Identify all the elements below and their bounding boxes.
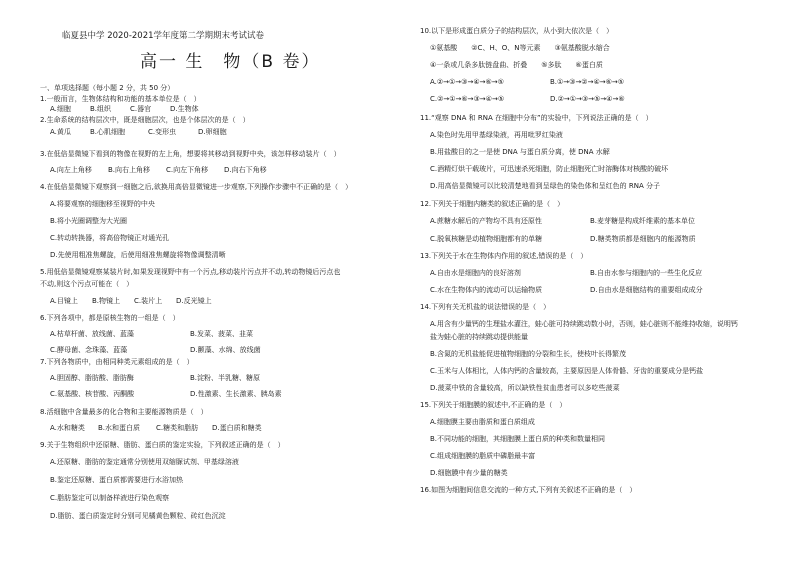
q10-items-2: ④一条或几条多肽链盘曲、折叠 ⑤多肽 ⑥蛋白质 — [430, 61, 603, 69]
q12-stem: 12.下列关于细胞内糖类的叙述正确的是（ ） — [420, 200, 565, 208]
q2-option: B.心肌细胞 — [90, 128, 126, 136]
q14-option-a: A.用含有少量钙的生理盐水灌注，蛙心脏可持续跳动数小时，否则，蛙心脏则不能维持收缩，说明钙 — [430, 320, 738, 328]
q12-options-row1 — [430, 217, 695, 226]
q10-options-row1 — [430, 78, 624, 87]
q10-options-row2 — [430, 95, 625, 104]
q2-option: D.卵细胞 — [198, 128, 227, 136]
school-title: 临夏县中学 2020-2021学年度第二学期期末考试试卷 — [62, 31, 265, 41]
q10-option: A.②→①→③→④→⑥→⑤ — [430, 78, 504, 86]
q7-option: D.性激素、生长激素、胰岛素 — [190, 390, 282, 398]
q12-options-row2 — [430, 235, 696, 244]
q4-stem: 4.在低倍显微镜下观察到一细胞之后,欲换用高倍显微镜进一步观察,下列操作步骤中不正确的是（ ） — [40, 183, 353, 191]
q2-option: C.变形虫 — [148, 128, 177, 136]
q12-option: B.麦芽糖是构成纤维素的基本单位 — [590, 217, 696, 225]
q5-option: B.物镜上 — [92, 297, 121, 305]
q3-option: B.向右上角移 — [108, 166, 151, 174]
q7-options-row1 — [50, 374, 260, 383]
q7-option: A.胆固醇、脂肪酸、脂肪酶 — [50, 374, 134, 382]
q1-stem: 1.一般而言，生物体结构和功能的基本单位是（ ） — [40, 95, 201, 103]
q13-options-row2 — [430, 286, 703, 295]
q8-options — [50, 424, 262, 433]
q8-option: A.水和糖类 — [50, 424, 85, 432]
q4-option-c: C.转动转换器，将高倍物镜正对通光孔 — [50, 234, 170, 242]
q10-option: C.②→①→⑥→③→④→⑤ — [430, 95, 505, 103]
q3-stem: 3.在低倍显微镜下看到的物像在视野的左上角，想要将其移动到视野中央，该怎样移动装片（ ） — [40, 150, 341, 158]
q6-options-row1 — [50, 330, 253, 339]
q9-option-b: B.鉴定还原糖、蛋白质都需要进行水浴加热 — [50, 476, 184, 484]
q5-option: D.反光镜上 — [176, 297, 212, 305]
q12-option: A.蔗糖水解后的产物均不具有还原性 — [430, 217, 542, 225]
q13-option: B.自由水参与细胞内的一些生化反应 — [590, 269, 703, 277]
q9-option-d: D.脂肪、蛋白质鉴定时分别可见橘黄色颗粒、砖红色沉淀 — [50, 512, 226, 520]
q8-stem: 8.活细胞中含量最多的化合物和主要能源物质是（ ） — [40, 408, 208, 416]
q14-stem: 14.下列有关无机盐的说法错误的是（ ） — [420, 303, 551, 311]
q13-stem: 13.下列关于水在生物体内作用的叙述,错误的是（ ） — [420, 252, 588, 260]
q16-stem: 16.如图为细胞间信息交流的一种方式,下列有关叙述不正确的是（ ） — [420, 486, 637, 494]
q4-option-d: D.先使用粗准焦螺旋，后使用细准焦螺旋将物像调整清晰 — [50, 251, 226, 259]
q6-option: D.颤藻、水绵、放线菌 — [190, 346, 261, 354]
q15-option-c: C.组成细胞膜的脂质中磷脂最丰富 — [430, 452, 536, 460]
q4-option-b: B.将小光圈调整为大光圈 — [50, 217, 128, 225]
q7-options-row2 — [50, 390, 282, 399]
q1-option: B.组织 — [90, 105, 112, 113]
q11-option-a: A.染色时先用甲基绿染液，再用吡罗红染液 — [430, 131, 563, 139]
q11-option-c: C.酒精灯烘干载玻片，可迅速杀死细胞，防止细胞死亡时溶酶体对核酸的破坏 — [430, 165, 669, 173]
main-title: 高一 生 物（B 卷） — [140, 52, 321, 72]
q13-options-row1 — [430, 269, 702, 278]
q3-option: D.向右下角移 — [224, 166, 267, 174]
q1-option: A.细胞 — [50, 105, 71, 113]
q11-option-b: B.用盐酸目的之一是使 DNA 与蛋白质分离，使 DNA 水解 — [430, 148, 610, 156]
q6-option: A.枯草杆菌、放线菌、蓝藻 — [50, 330, 134, 338]
q7-stem: 7.下列各物质中，由相同种类元素组成的是（ ） — [40, 358, 194, 366]
q14-option-b: B.含氮的无机盐能促进植物细胞的分裂和生长，使枝叶长得繁茂 — [430, 350, 627, 358]
q13-option: D.自由水是细胞结构的重要组成成分 — [590, 286, 703, 294]
q5-stem-cont: 不动,则这个污点可能在（ ） — [40, 280, 134, 288]
q6-option: C.酵母菌、念珠藻、蓝藻 — [50, 346, 128, 354]
q9-option-a: A.还原糖、脂肪的鉴定通常分别使用双缩脲试剂、甲基绿溶液 — [50, 458, 239, 466]
q15-option-b: B.不同功能的细胞，其细胞膜上蛋白质的种类和数量相同 — [430, 435, 606, 443]
q14-option-a-cont: 盐为蛙心脏的持续跳动提供能量 — [430, 333, 528, 341]
q11-option-d: D.用高倍显微镜可以比较清楚地看到呈绿色的染色体和呈红色的 RNA 分子 — [430, 182, 660, 190]
q14-option-d: D.菠菜中铁的含量较高，所以缺铁性贫血患者可以多吃些菠菜 — [430, 384, 620, 392]
q10-stem: 10.以下是形成蛋白质分子的结构层次，从小到大依次是（ ） — [420, 27, 614, 35]
q1-option: C.器官 — [130, 105, 152, 113]
q3-option: A.向左上角移 — [50, 166, 92, 174]
q1-option: D.生物体 — [170, 105, 199, 113]
q9-option-c: C.脂肪鉴定可以制备样液进行染色观察 — [50, 494, 170, 502]
q6-options-row2 — [50, 346, 261, 355]
q5-options — [50, 297, 212, 306]
q5-option: A.目镜上 — [50, 297, 78, 305]
q8-option: C.糖类和脂肪 — [156, 424, 199, 432]
q8-option: B.水和蛋白质 — [98, 424, 141, 432]
q10-items-1: ①氨基酸 ②C、H、O、N等元素 ③氨基酸脱水缩合 — [430, 44, 610, 52]
q4-option-a: A.将要观察的细胞移至视野的中央 — [50, 200, 155, 208]
q8-option: D.蛋白质和糖类 — [212, 424, 262, 432]
q9-stem: 9.关于生物组织中还原糖、脂肪、蛋白质的鉴定实验，下列叙述正确的是（ ） — [40, 441, 285, 449]
q13-option: C.水在生物体内的流动可以运输物质 — [430, 286, 543, 294]
q11-stem: 11.“观察 DNA 和 RNA 在细胞中分布”的实验中，下列说法正确的是（ ） — [420, 114, 653, 122]
q6-stem: 6.下列各项中，都是原核生物的一组是（ ） — [40, 314, 180, 322]
section-heading: 一、单项选择题（每小题 2 分，共 50 分） — [40, 84, 175, 92]
q3-option: C.向左下角移 — [166, 166, 209, 174]
q13-option: A.自由水是细胞内的良好溶剂 — [430, 269, 521, 277]
q7-option: C.氨基酸、核苷酸、丙酮酸 — [50, 390, 135, 398]
q7-option: B.淀粉、半乳糖、糖原 — [190, 374, 261, 382]
q14-option-c: C.玉米与人体相比，人体内钙的含量较高，主要原因是人体骨骼、牙齿的重要成分是钙盐 — [430, 367, 704, 375]
q10-option: B.①→③→②→④→⑥→⑤ — [550, 78, 625, 86]
q1-options — [50, 105, 199, 114]
q5-stem: 5.用低倍显微镜观察某装片时,如果发现视野中有一个污点,移动装片污点并不动,转动物镜后污点也 — [40, 268, 341, 276]
q6-option: B.发菜、菠菜、韭菜 — [190, 330, 254, 338]
q2-options — [50, 128, 227, 137]
q5-option: C.装片上 — [134, 297, 163, 305]
q10-option: D.②→①→③→⑤→④→⑥ — [550, 95, 625, 103]
q3-options — [50, 166, 267, 175]
q2-option: A.黄瓜 — [50, 128, 71, 136]
q12-option: C.脱氧核糖是动植物细胞都有的单糖 — [430, 235, 543, 243]
q2-stem: 2.生命系统的结构层次中，既是细胞层次，也是个体层次的是（ ） — [40, 116, 250, 124]
q15-stem: 15.下列关于细胞膜的叙述中,不正确的是（ ） — [420, 401, 567, 409]
q15-option-d: D.细胞膜中有少量的糖类 — [430, 469, 508, 477]
q12-option: D.糖类物质都是细胞内的能源物质 — [590, 235, 696, 243]
q15-option-a: A.细胞膜主要由脂质和蛋白质组成 — [430, 418, 535, 426]
